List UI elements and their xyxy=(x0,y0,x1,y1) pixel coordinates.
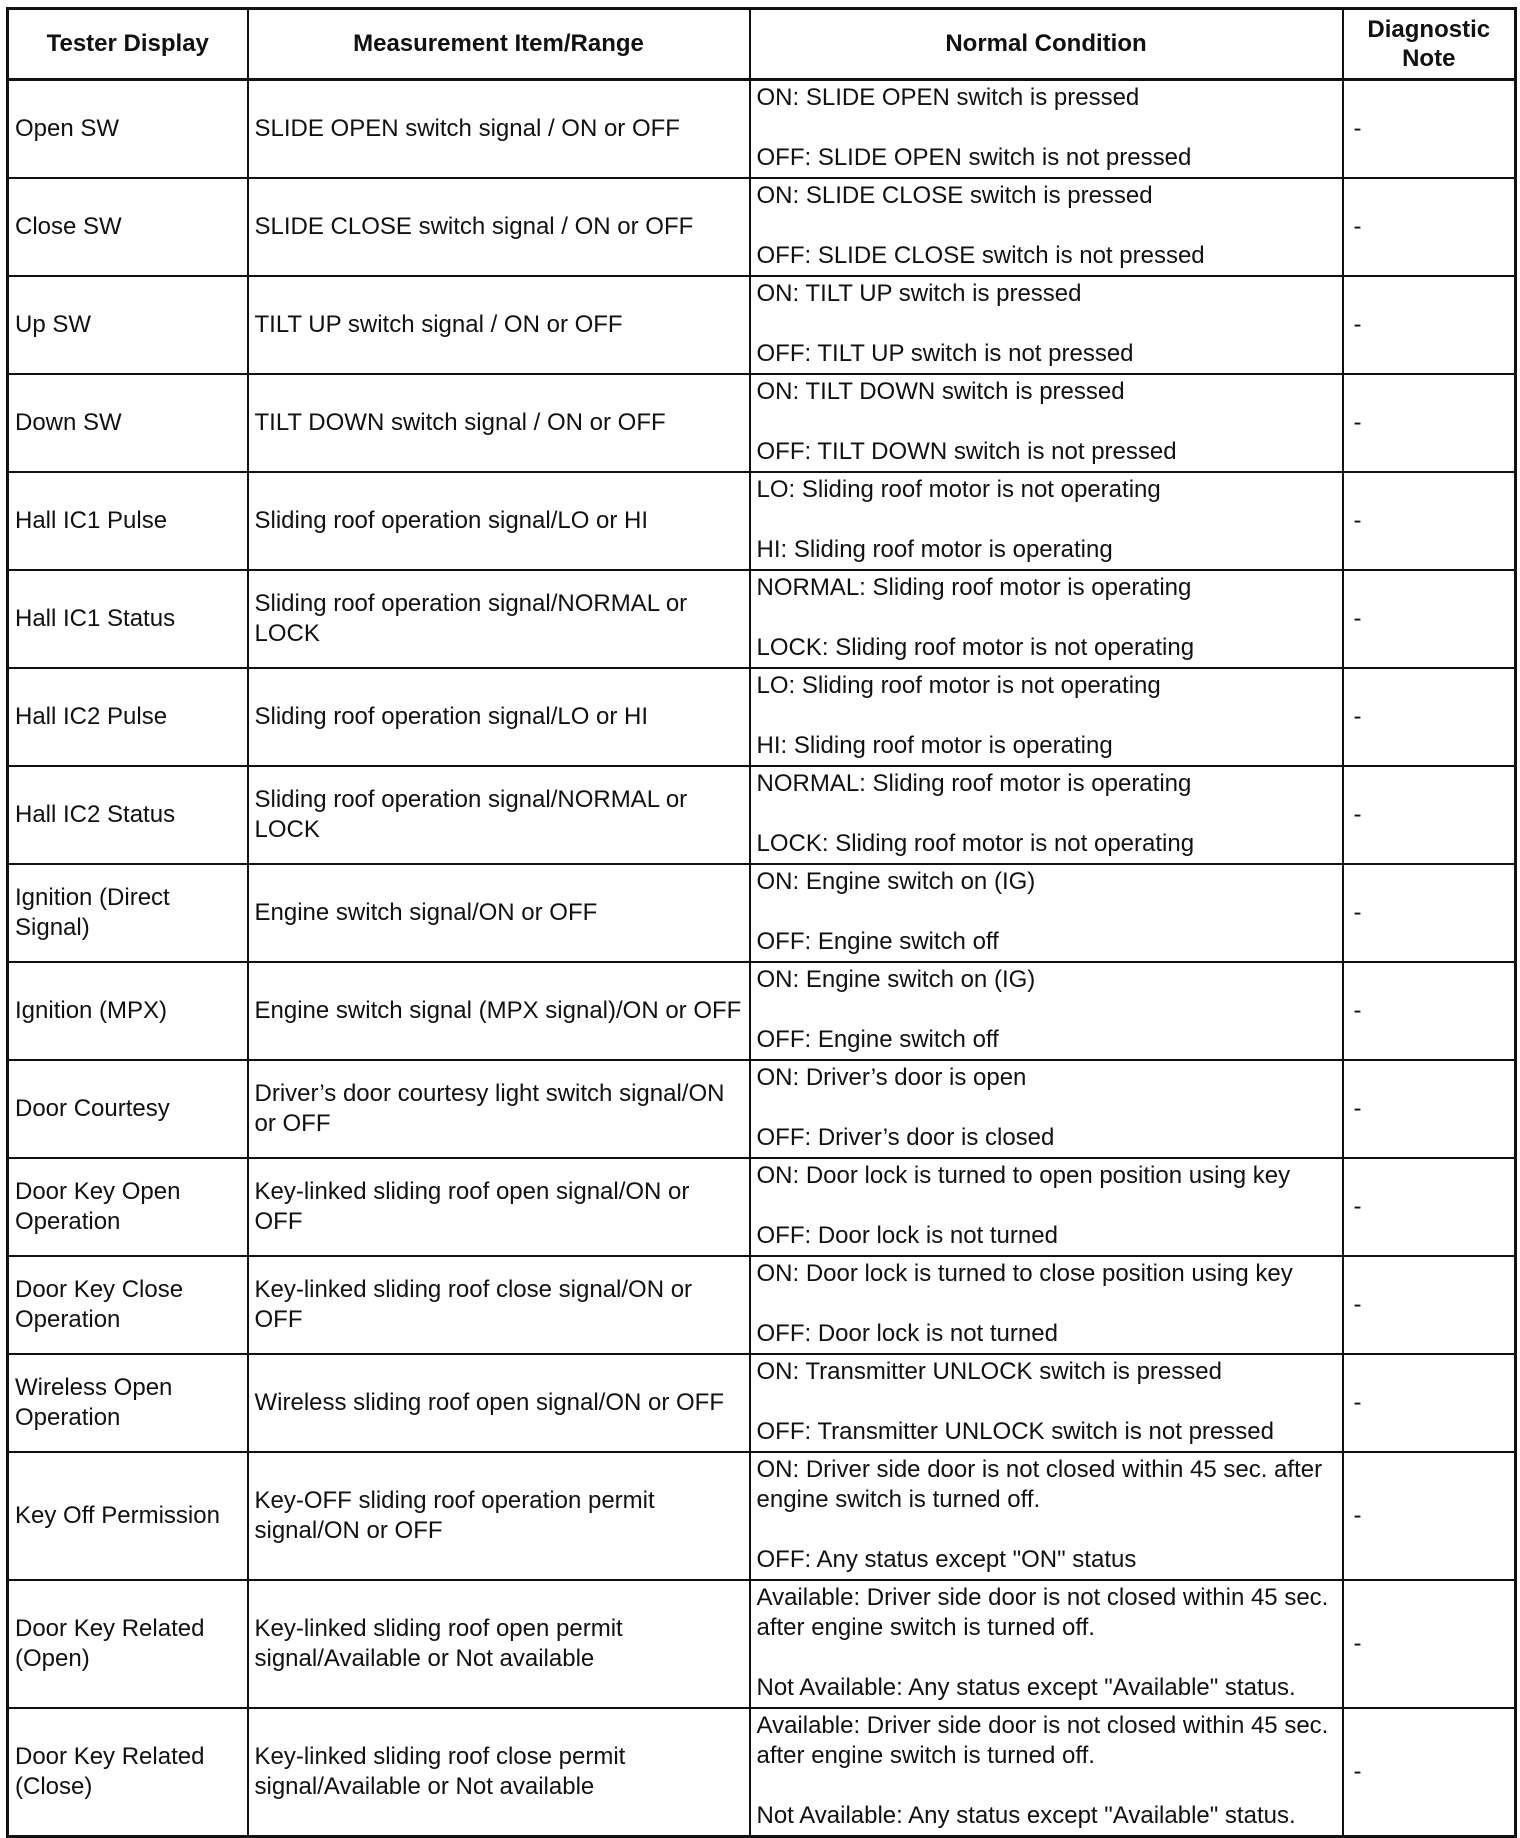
table-row xyxy=(8,864,1516,962)
measurement-cell: Key-linked sliding roof open permit signal/Available or Not available xyxy=(248,1580,750,1708)
condition-on-text: ON: Driver’s door is open xyxy=(756,1064,1027,1091)
condition-off-text: OFF: SLIDE OPEN switch is not pressed xyxy=(756,144,1192,171)
normal-condition-cell xyxy=(750,276,1343,374)
diagnostic-note-cell: - xyxy=(1343,1580,1516,1708)
measurement-cell: Key-linked sliding roof close permit signal/Available or Not available xyxy=(248,1708,750,1837)
tester-display-cell: Wireless Open Operation xyxy=(8,1354,248,1452)
tester-display-cell: Door Courtesy xyxy=(8,1060,248,1158)
table-row xyxy=(8,1452,1516,1580)
condition-off-text: LOCK: Sliding roof motor is not operating xyxy=(756,830,1195,857)
diagnostic-note-cell: - xyxy=(1343,668,1516,766)
normal-condition-cell xyxy=(750,1354,1343,1452)
normal-condition-cell xyxy=(750,178,1343,276)
normal-condition-cell xyxy=(750,1158,1343,1256)
diagnostic-note-cell: - xyxy=(1343,276,1516,374)
condition-on-text: LO: Sliding roof motor is not operating xyxy=(756,476,1161,503)
data-list-table-wrapper xyxy=(6,7,1514,1838)
diagnostic-note-cell: - xyxy=(1343,1060,1516,1158)
diagnostic-note-cell: - xyxy=(1343,472,1516,570)
condition-off-text: HI: Sliding roof motor is operating xyxy=(756,732,1113,759)
tester-display-cell: Door Key Related (Open) xyxy=(8,1580,248,1708)
tester-display-cell: Hall IC1 Status xyxy=(8,570,248,668)
condition-off-text: OFF: Engine switch off xyxy=(756,1026,999,1053)
diagnostic-note-cell: - xyxy=(1343,80,1516,179)
normal-condition-cell xyxy=(750,472,1343,570)
condition-off-text: OFF: TILT UP switch is not pressed xyxy=(756,340,1134,367)
header-row xyxy=(8,9,1516,80)
condition-on-text: ON: Door lock is turned to close position using key xyxy=(756,1260,1293,1287)
measurement-cell: Wireless sliding roof open signal/ON or OFF xyxy=(248,1354,750,1452)
table-row xyxy=(8,1580,1516,1708)
diagnostic-note-cell: - xyxy=(1343,962,1516,1060)
tester-display-cell: Open SW xyxy=(8,80,248,179)
diagnostic-note-cell: - xyxy=(1343,1256,1516,1354)
tester-display-cell: Door Key Open Operation xyxy=(8,1158,248,1256)
condition-off-text: OFF: Door lock is not turned xyxy=(756,1320,1058,1347)
tester-display-cell: Up SW xyxy=(8,276,248,374)
normal-condition-cell xyxy=(750,962,1343,1060)
header-diagnostic-note: Diagnostic Note xyxy=(1343,9,1516,80)
diagnostic-note-cell: - xyxy=(1343,178,1516,276)
tester-display-cell: Hall IC1 Pulse xyxy=(8,472,248,570)
table-row xyxy=(8,1708,1516,1837)
condition-on-text: Available: Driver side door is not closed within 45 sec. after engine switch is turned off. xyxy=(756,1584,1329,1641)
condition-on-text: ON: Engine switch on (IG) xyxy=(756,966,1036,993)
normal-condition-cell xyxy=(750,1708,1343,1837)
condition-off-text: OFF: Driver’s door is closed xyxy=(756,1124,1055,1151)
tester-display-cell: Door Key Close Operation xyxy=(8,1256,248,1354)
tester-display-cell: Door Key Related (Close) xyxy=(8,1708,248,1837)
condition-on-text: NORMAL: Sliding roof motor is operating xyxy=(756,770,1192,797)
condition-off-text: OFF: Any status except "ON" status xyxy=(756,1546,1137,1573)
condition-on-text: LO: Sliding roof motor is not operating xyxy=(756,672,1161,699)
diagnostic-note-cell: - xyxy=(1343,1708,1516,1837)
normal-condition-cell xyxy=(750,570,1343,668)
condition-on-text: Available: Driver side door is not closed within 45 sec. after engine switch is turned off. xyxy=(756,1712,1329,1769)
table-row xyxy=(8,1158,1516,1256)
data-list-table xyxy=(6,7,1517,1838)
condition-off-text: Not Available: Any status except "Available" status. xyxy=(756,1802,1296,1829)
measurement-cell: SLIDE CLOSE switch signal / ON or OFF xyxy=(248,178,750,276)
header-normal-condition: Normal Condition xyxy=(750,9,1343,80)
header-tester-display: Tester Display xyxy=(8,9,248,80)
condition-off-text: OFF: Engine switch off xyxy=(756,928,999,955)
tester-display-cell: Hall IC2 Status xyxy=(8,766,248,864)
condition-on-text: ON: SLIDE CLOSE switch is pressed xyxy=(756,182,1153,209)
header-measurement: Measurement Item/Range xyxy=(248,9,750,80)
diagnostic-note-cell: - xyxy=(1343,1452,1516,1580)
condition-off-text: HI: Sliding roof motor is operating xyxy=(756,536,1113,563)
tester-display-cell: Down SW xyxy=(8,374,248,472)
normal-condition-cell xyxy=(750,1580,1343,1708)
table-header xyxy=(8,9,1516,80)
measurement-cell: Key-linked sliding roof close signal/ON or OFF xyxy=(248,1256,750,1354)
diagnostic-note-cell: - xyxy=(1343,570,1516,668)
diagnostic-note-cell: - xyxy=(1343,1158,1516,1256)
diagnostic-note-cell: - xyxy=(1343,374,1516,472)
tester-display-cell: Key Off Permission xyxy=(8,1452,248,1580)
table-row xyxy=(8,374,1516,472)
condition-off-text: OFF: SLIDE CLOSE switch is not pressed xyxy=(756,242,1205,269)
condition-off-text: OFF: TILT DOWN switch is not pressed xyxy=(756,438,1177,465)
measurement-cell: Sliding roof operation signal/LO or HI xyxy=(248,668,750,766)
diagnostic-note-cell: - xyxy=(1343,1354,1516,1452)
condition-on-text: ON: Engine switch on (IG) xyxy=(756,868,1036,895)
condition-on-text: ON: Transmitter UNLOCK switch is pressed xyxy=(756,1358,1222,1385)
diagnostic-note-cell: - xyxy=(1343,864,1516,962)
measurement-cell: Key-OFF sliding roof operation permit signal/ON or OFF xyxy=(248,1452,750,1580)
condition-on-text: ON: TILT DOWN switch is pressed xyxy=(756,378,1125,405)
normal-condition-cell xyxy=(750,1256,1343,1354)
table-row xyxy=(8,276,1516,374)
condition-off-text: OFF: Door lock is not turned xyxy=(756,1222,1058,1249)
measurement-cell: Key-linked sliding roof open signal/ON or OFF xyxy=(248,1158,750,1256)
table-row xyxy=(8,472,1516,570)
table-row xyxy=(8,766,1516,864)
measurement-cell: SLIDE OPEN switch signal / ON or OFF xyxy=(248,80,750,179)
table-row xyxy=(8,1354,1516,1452)
table-row xyxy=(8,1256,1516,1354)
diagnostic-note-cell: - xyxy=(1343,766,1516,864)
condition-on-text: NORMAL: Sliding roof motor is operating xyxy=(756,574,1192,601)
measurement-cell: Sliding roof operation signal/NORMAL or LOCK xyxy=(248,766,750,864)
table-row xyxy=(8,668,1516,766)
measurement-cell: Sliding roof operation signal/NORMAL or LOCK xyxy=(248,570,750,668)
normal-condition-cell xyxy=(750,766,1343,864)
measurement-cell: Sliding roof operation signal/LO or HI xyxy=(248,472,750,570)
tester-display-cell: Ignition (Direct Signal) xyxy=(8,864,248,962)
normal-condition-cell xyxy=(750,864,1343,962)
measurement-cell: Engine switch signal/ON or OFF xyxy=(248,864,750,962)
normal-condition-cell xyxy=(750,80,1343,179)
measurement-cell: Engine switch signal (MPX signal)/ON or OFF xyxy=(248,962,750,1060)
tester-display-cell: Close SW xyxy=(8,178,248,276)
normal-condition-cell xyxy=(750,1060,1343,1158)
normal-condition-cell xyxy=(750,1452,1343,1580)
measurement-cell: Driver’s door courtesy light switch signal/ON or OFF xyxy=(248,1060,750,1158)
condition-on-text: ON: TILT UP switch is pressed xyxy=(756,280,1082,307)
table-row xyxy=(8,1060,1516,1158)
table-row xyxy=(8,962,1516,1060)
normal-condition-cell xyxy=(750,668,1343,766)
condition-on-text: ON: Door lock is turned to open position using key xyxy=(756,1162,1291,1189)
table-row xyxy=(8,80,1516,179)
measurement-cell: TILT UP switch signal / ON or OFF xyxy=(248,276,750,374)
tester-display-cell: Hall IC2 Pulse xyxy=(8,668,248,766)
table-row xyxy=(8,570,1516,668)
measurement-cell: TILT DOWN switch signal / ON or OFF xyxy=(248,374,750,472)
condition-off-text: LOCK: Sliding roof motor is not operating xyxy=(756,634,1195,661)
condition-on-text: ON: Driver side door is not closed within 45 sec. after engine switch is turned off. xyxy=(756,1456,1323,1513)
condition-off-text: OFF: Transmitter UNLOCK switch is not pressed xyxy=(756,1418,1274,1445)
normal-condition-cell xyxy=(750,374,1343,472)
table-row xyxy=(8,178,1516,276)
condition-on-text: ON: SLIDE OPEN switch is pressed xyxy=(756,84,1140,111)
table-body xyxy=(8,80,1516,1837)
condition-off-text: Not Available: Any status except "Available" status. xyxy=(756,1674,1296,1701)
tester-display-cell: Ignition (MPX) xyxy=(8,962,248,1060)
